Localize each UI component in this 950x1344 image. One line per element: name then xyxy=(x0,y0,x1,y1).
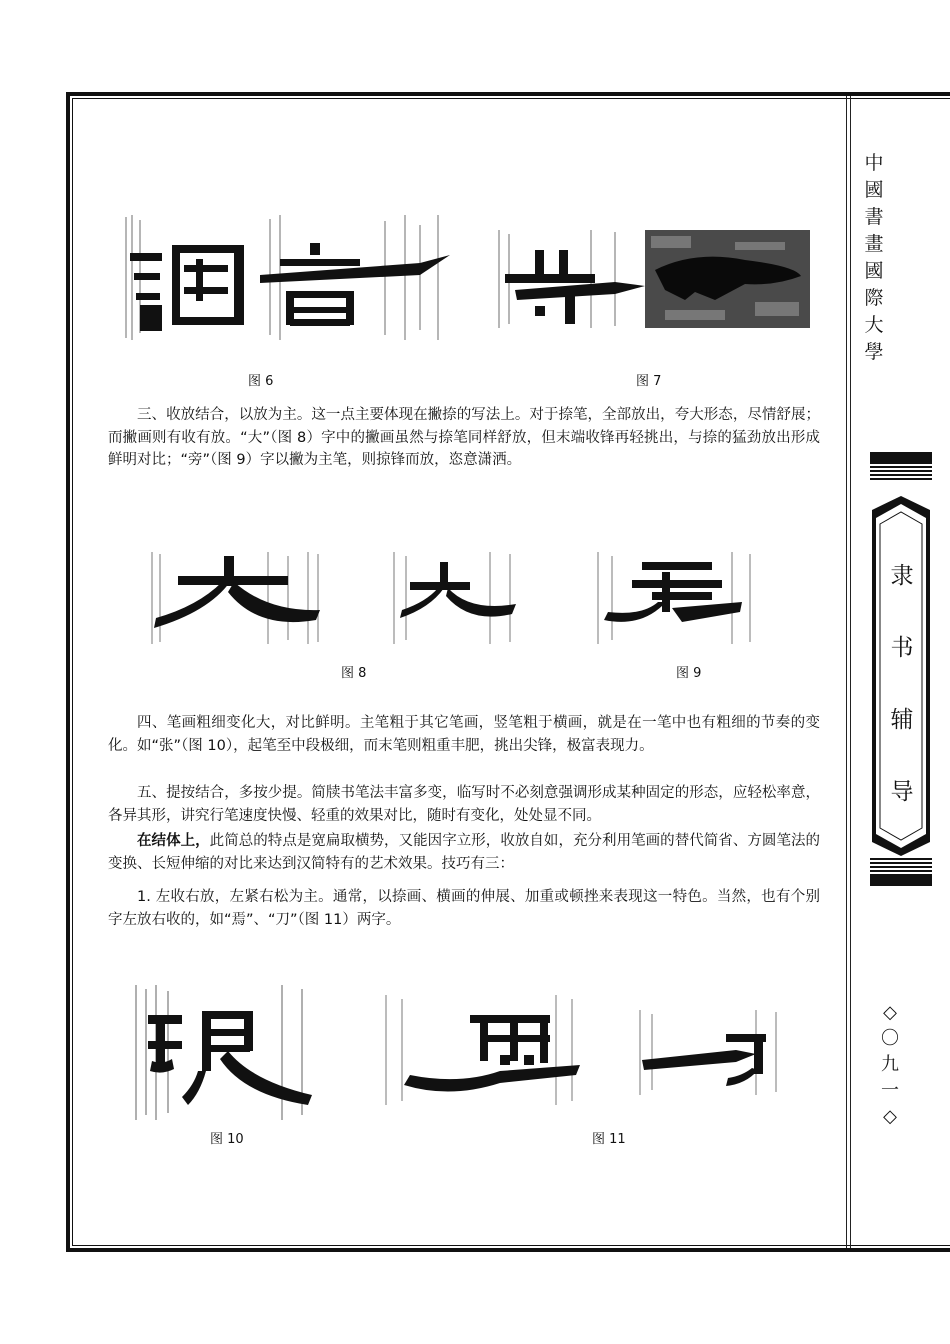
side-title-char: 際 xyxy=(864,287,884,309)
section-label-char: 辅 xyxy=(890,707,914,733)
side-title-char: 學 xyxy=(864,341,884,363)
paragraph-structure xyxy=(108,830,820,875)
figure-9-caption: 图 9 xyxy=(676,666,702,681)
paragraph-structure-body: 此简总的特点是宽扁取横势，又能因字立形，收放自如，充分利用笔画的替代简省、方圆笔法的变换、长短伸缩的对比来达到汉简特有的艺术效果。技巧有三： xyxy=(108,833,821,872)
figure-7-caption: 图 7 xyxy=(636,374,662,389)
side-title-char: 書 xyxy=(864,206,884,228)
section-label-char: 书 xyxy=(890,635,914,661)
page-number-char: 九 xyxy=(881,1054,899,1075)
paragraph-structure-lead: 在结体上， xyxy=(137,833,210,849)
page-number xyxy=(870,1000,910,1130)
paragraph-4: 四、笔画粗细变化大，对比鲜明。主笔粗于其它笔画，竖笔粗于横画，就是在一笔中也有粗细的节奏的变化。如“张”（图 10），起笔至中段极细，而末笔则粗重丰肥，挑出尖锋，极富表现力。 xyxy=(108,715,820,754)
side-title-char: 中 xyxy=(864,152,884,174)
page-number-char: ◇ xyxy=(883,1106,897,1127)
figure-11a-calligraphy xyxy=(380,995,580,1105)
paragraph-3: 三、收放结合，以放为主。这一点主要体现在撇捺的写法上。对于捺笔，全部放出，夸大形态，尽情舒展；而撇画则有收有放。“大”（图 8）字中的撇画虽然与捺笔同样舒放，但末端收锋再轻挑出，与捺的猛劲放出形成鲜明对比；“旁”（图 9）字以撇为主笔，则掠锋而放，恣意潇洒。 xyxy=(108,407,820,468)
figure-9-calligraphy xyxy=(592,552,757,644)
figure-6-caption: 图 6 xyxy=(248,374,274,389)
paragraph-5: 五、提按结合，多按少提。简牍书笔法丰富多变，临写时不必刻意强调形成某种固定的形态，应轻松率意，各异其形，讲究行笔速度快慢、轻重的效果对比，随时有变化，处处显不同。 xyxy=(108,785,820,824)
figure-10-calligraphy xyxy=(132,985,317,1120)
side-title xyxy=(860,150,888,366)
side-divider-left-inner xyxy=(850,96,851,1248)
figure-6-calligraphy xyxy=(120,215,450,340)
emblem-top-stripes xyxy=(870,466,932,480)
emblem-top-band xyxy=(870,452,932,464)
section-label xyxy=(882,540,922,828)
page-number-char: 〇 xyxy=(881,1028,899,1049)
figure-8b-calligraphy xyxy=(390,552,520,644)
emblem-bottom-band xyxy=(870,874,932,886)
page-number-char: ◇ xyxy=(883,1002,897,1023)
figure-8-caption: 图 8 xyxy=(341,666,367,681)
figure-8a-calligraphy xyxy=(148,552,323,644)
figure-7-calligraphy xyxy=(495,230,810,328)
side-title-char: 國 xyxy=(864,179,884,201)
emblem-bottom-stripes xyxy=(870,858,932,872)
figure-10-caption: 图 10 xyxy=(210,1132,244,1147)
side-title-char: 國 xyxy=(864,260,884,282)
figure-11-caption: 图 11 xyxy=(592,1132,626,1147)
figure-11b-calligraphy xyxy=(636,1010,786,1095)
section-label-char: 隶 xyxy=(890,563,914,589)
section-label-char: 导 xyxy=(890,779,914,805)
paragraph-technique-1: 1. 左收右放，左紧右松为主。通常，以捺画、横画的伸展、加重或顿挫来表现这一特色。当然，也有个别字左放右收的，如“焉”、“刀”（图 11）两字。 xyxy=(108,889,820,928)
side-divider-left xyxy=(846,96,847,1248)
side-title-char: 大 xyxy=(864,314,884,336)
page-number-char: 一 xyxy=(881,1080,899,1101)
side-title-char: 畫 xyxy=(864,233,884,255)
